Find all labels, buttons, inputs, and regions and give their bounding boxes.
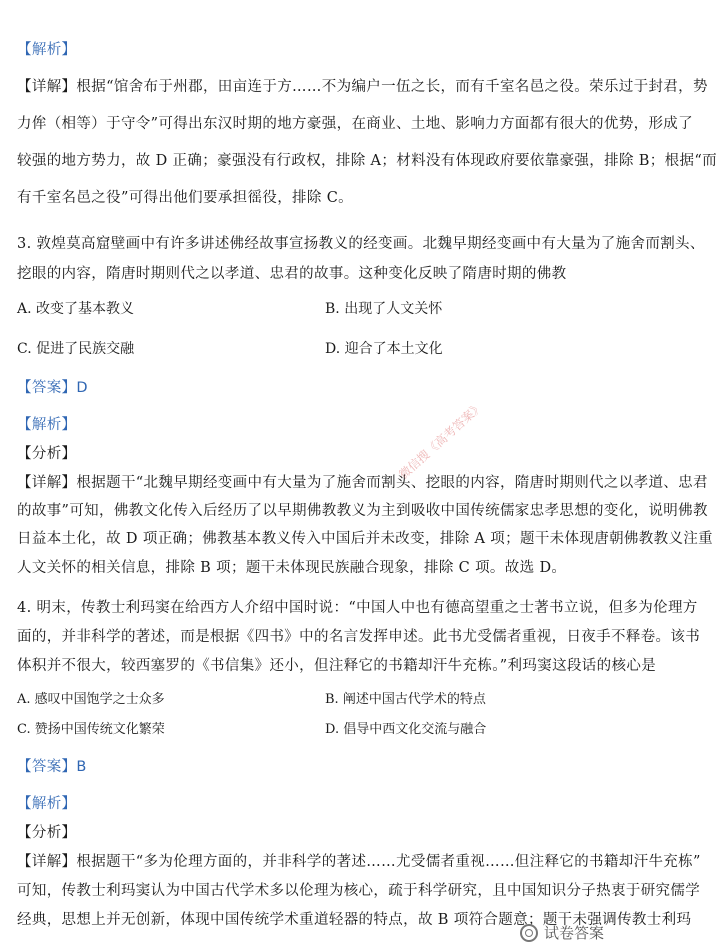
logo-text: 试卷答案 [544, 924, 605, 942]
heading-jiexi-1 [17, 38, 637, 59]
question-4-stem-line: 面的，并非科学的著述，而是根据《四书》中的名言发挥申述。此书尤受儒者重视，日夜手不释卷。该书 [17, 629, 701, 645]
question-4-detail-line: 【详解】根据题干“多为伦理方面的，并非科学的著述……尤受儒者重视……但注释它的书籍却汗牛充栋” [17, 854, 701, 870]
question-3-stem-line: 3. 敦煌莫高窟壁画中有许多讲述佛经故事宣扬教义的经变画。北魏早期经变画中有大量为了施舍而割头、 [17, 236, 705, 252]
question-3-option-c: C. 促进了民族交融 [17, 341, 135, 357]
question-3-fenxi: 【分析】 [17, 446, 77, 462]
paragraph-line: 力侔（相等）于守令”可得出东汉时期的地方豪强，在商业、土地、影响力方面都有很大的优势，形成了 [17, 116, 694, 132]
watermark: 微信搜《高考答案》 [396, 399, 486, 482]
question-3-detail-line: 的故事”可知，佛教文化传入后经历了以早期佛教教义为主到吸收中国传统儒家忠孝思想的变化，说明佛教 [17, 503, 708, 519]
question-4-option-b: B. 阐述中国古代学术的特点 [325, 692, 486, 707]
paragraph-line: 有千室名邑之役”可得出他们要承担徭役，排除 C。 [17, 190, 354, 206]
camera-circle-icon [520, 924, 538, 942]
question-4-option-a: A. 感叹中国饱学之士众多 [17, 692, 165, 707]
paragraph-line: 【详解】根据“馆舍布于州郡，田亩连于方……不为编户一伍之长，而有千室名邑之役。荣乐过于封君，势 [17, 79, 708, 95]
question-4-option-d: D. 倡导中西文化交流与融合 [325, 722, 487, 737]
logo [520, 922, 604, 943]
question-3-detail-line: 人文关怀的相关信息，排除 B 项；题干未体现民族融合现象，排除 C 项。故选 D。 [17, 560, 567, 576]
question-3-option-b: B. 出现了人文关怀 [325, 301, 443, 317]
heading-jiexi-1-text: 【解析】 [17, 42, 77, 58]
question-4-detail-line: 可知，传教士利玛窦认为中国古代学术多以伦理为核心，疏于科学研究，且中国知识分子热衷于研究儒学 [17, 883, 701, 899]
question-3-answer [17, 376, 637, 397]
question-4-stem-line: 4. 明末，传教士利玛窦在给西方人介绍中国时说：“中国人中也有德高望重之士著书立说，但多为伦理方 [17, 600, 698, 616]
question-3-detail-line: 日益本土化，故 D 项正确；佛教基本教义传入中国后并未改变，排除 A 项；题干未体现唐朝佛教教义注重 [17, 531, 714, 547]
question-3-jiexi-text: 【解析】 [17, 417, 77, 433]
question-4-jiexi-text: 【解析】 [17, 796, 77, 812]
question-4-answer [17, 755, 637, 776]
question-3-detail-line: 【详解】根据题干“北魏早期经变画中有大量为了施舍而割头、挖眼的内容，隋唐时期则代之以孝道、忠君 [17, 475, 708, 491]
question-4-stem-line: 体积并不很大，较西塞罗的《书信集》还小，但注释它的书籍却汗牛充栋。”利玛窦这段话的核心是 [17, 658, 657, 674]
paragraph-line: 较强的地方势力，故 D 正确；豪强没有行政权，排除 A；材料没有体现政府要依靠豪强，排除 B；根据“而 [17, 153, 717, 169]
question-3-stem-line: 挖眼的内容，隋唐时期则代之以孝道、忠君的故事。这种变化反映了隋唐时期的佛教 [17, 266, 567, 282]
question-4-detail-line: 经典，思想上并无创新，体现中国传统学术重道轻器的特点，故 B 项符合题意；题干未强调传教士利玛 [17, 912, 692, 928]
question-3-option-d: D. 迎合了本土文化 [325, 341, 443, 357]
question-4-answer-text: 【答案】B [17, 759, 87, 775]
question-4-fenxi: 【分析】 [17, 825, 77, 841]
question-4-jiexi [17, 792, 637, 813]
question-3-jiexi [17, 413, 637, 434]
question-4-option-c: C. 赞扬中国传统文化繁荣 [17, 722, 165, 737]
question-3-option-a: A. 改变了基本教义 [17, 301, 135, 317]
question-3-answer-text: 【答案】D [17, 380, 88, 396]
